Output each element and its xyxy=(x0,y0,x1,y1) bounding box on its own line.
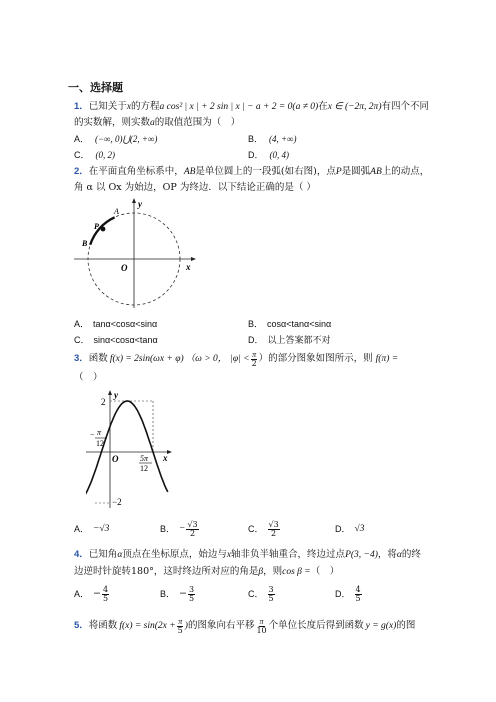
q2-text: 上的动点， xyxy=(381,166,430,177)
option-label: B． xyxy=(248,134,264,144)
question-1-line-1 xyxy=(74,101,429,113)
q2-point-p xyxy=(101,227,106,232)
q4-text: 顶点在坐标原点，始边与 xyxy=(122,549,227,560)
q1-text: 在 xyxy=(318,101,328,112)
q1-interval: x ∈ (−2π, 2π) xyxy=(327,102,382,112)
q1-text: 有四个不同 xyxy=(381,101,429,112)
frac-num: π xyxy=(259,616,264,626)
option-label: B． xyxy=(160,524,176,534)
option-fraction xyxy=(188,586,195,603)
frac-den: 5 xyxy=(177,625,183,635)
frac-num: √3 xyxy=(187,519,198,529)
option-label: A． xyxy=(74,319,90,329)
question-2-line-1 xyxy=(74,166,429,178)
q2-x-arrow-icon xyxy=(191,257,196,261)
q4-var: x xyxy=(226,550,232,560)
q5-close-paren: ) xyxy=(184,621,188,631)
q2-text: 是圆弧 xyxy=(341,166,371,177)
q2-x-label: x xyxy=(186,262,191,272)
q3-condition: |φ| < xyxy=(230,354,250,364)
question-3-number: 3． xyxy=(74,353,89,364)
q3-f-pi: f(π) = xyxy=(375,354,399,364)
q2-text: 是单位圆上的一段弧(如右图)，点 xyxy=(195,166,336,177)
option-label: A． xyxy=(74,134,90,144)
q4-text: ，将 xyxy=(377,549,397,560)
q3-text: 函数 xyxy=(88,353,108,364)
q2-y-label: y xyxy=(138,199,142,209)
q5-pi-over-10 xyxy=(255,618,267,635)
option-value: (−∞, 0)⋃(2, +∞) xyxy=(95,134,158,144)
option-sign: − xyxy=(93,588,101,599)
q1-option-d[interactable] xyxy=(248,149,289,161)
q5-text: 的图 xyxy=(396,620,416,631)
q3-x-arrow-icon xyxy=(167,450,172,454)
frac-den: 2 xyxy=(189,528,196,538)
frac-den: 5 xyxy=(102,593,109,603)
q2-text: 在平面直角坐标系中， xyxy=(88,166,184,177)
question-2-number: 2． xyxy=(74,166,89,177)
option-label: B． xyxy=(248,319,264,329)
option-fraction xyxy=(355,586,362,603)
option-value: sinα<cosα<tanα xyxy=(93,335,158,345)
question-1-line-2 xyxy=(74,117,240,129)
q2-option-c[interactable] xyxy=(74,334,158,346)
option-label: C． xyxy=(248,524,264,534)
q3-origin-label: O xyxy=(112,454,119,464)
q2-point: P xyxy=(335,167,342,177)
frac-num: √3 xyxy=(268,519,279,529)
option-label: C． xyxy=(74,150,90,160)
option-sign: − xyxy=(179,588,187,599)
frac-num: 3 xyxy=(268,584,274,594)
q5-pi-over-5 xyxy=(177,618,184,635)
option-label: C． xyxy=(248,589,264,599)
q1-option-c[interactable] xyxy=(74,149,115,161)
q4-option-a[interactable] xyxy=(74,582,110,606)
q1-text: 的实数解，则实数 xyxy=(74,117,151,128)
q2-y-arrow-icon xyxy=(132,198,136,203)
q4-text: （ ） xyxy=(310,566,340,577)
q5-g-function: y = g(x) xyxy=(365,621,397,631)
q3-sine-graph-figure xyxy=(86,388,176,510)
q3-ymax-label: 2 xyxy=(101,397,106,407)
option-value: √3 xyxy=(354,524,365,534)
q2-option-a[interactable] xyxy=(74,318,157,330)
q3-option-a[interactable] xyxy=(74,518,109,540)
q4-text: 已知角 xyxy=(88,549,118,560)
q3-xpos-den: 12 xyxy=(140,464,148,473)
q2-unit-circle-figure xyxy=(72,196,202,312)
question-3-line-2: （ ） xyxy=(74,372,103,383)
q3-xpos-num: 5π xyxy=(140,454,149,463)
q3-text: ）的部分图象如图所示，则 xyxy=(258,353,373,364)
option-fraction xyxy=(268,586,275,603)
q1-text: 的取值范围为（ ） xyxy=(154,117,241,128)
q1-var: a xyxy=(150,118,155,128)
question-2-line-2: 角 α 以 Ox 为始边，OP 为终边．以下结论正确的是（ ） xyxy=(74,182,316,193)
q4-beta: β xyxy=(258,567,264,577)
q1-text: 已知关于 xyxy=(88,101,127,112)
q1-equation: a cos² | x | + 2 sin | x | − a + 2 = 0(a ≠ 0) xyxy=(159,102,319,112)
frac-num: 3 xyxy=(188,584,195,594)
option-fraction xyxy=(102,586,109,603)
q4-text: 边逆时针旋转180°，这时终边所对应的角是 xyxy=(74,566,259,577)
frac-den: 5 xyxy=(268,593,274,603)
frac-num: 4 xyxy=(102,584,109,594)
q2-option-d[interactable] xyxy=(248,334,331,347)
q3-xneg-den: 12 xyxy=(96,439,104,448)
q4-alpha: α xyxy=(117,550,123,560)
question-5-number: 5． xyxy=(74,620,89,631)
q3-pi-over-2 xyxy=(251,351,258,368)
q3-function: f(x) = 2sin(ωx + φ) xyxy=(109,354,184,364)
option-value: tanα<cosα<sinα xyxy=(93,319,158,329)
option-fraction xyxy=(268,521,280,538)
q3-xneg-num: π xyxy=(97,428,102,437)
option-label: D． xyxy=(335,589,351,599)
q5-text: 的图象向右平移 xyxy=(187,620,255,631)
q1-text: 的方程 xyxy=(131,101,160,112)
q1-var: x xyxy=(126,102,132,112)
question-4-line-1 xyxy=(74,549,421,561)
q2-origin-label: O xyxy=(121,263,128,273)
section-title: 一、选择题 xyxy=(68,82,123,94)
option-value: cosα<tanα<sinα xyxy=(267,319,332,329)
option-label: D． xyxy=(335,524,351,534)
q2-arc: AB xyxy=(183,167,196,177)
q3-condition: （ω > 0， xyxy=(185,354,228,364)
frac-den: 5 xyxy=(355,593,361,603)
option-label: B． xyxy=(160,589,176,599)
option-fraction xyxy=(186,521,198,538)
question-4-line-2 xyxy=(74,566,339,578)
q5-text: 个单位长度后得到函数 xyxy=(268,620,364,631)
q4-alpha: α xyxy=(396,550,402,560)
q4-text: 的终 xyxy=(401,549,421,560)
frac-num: π xyxy=(178,616,183,626)
frac-den: 10 xyxy=(256,625,267,635)
frac-num: π xyxy=(252,349,257,359)
option-value: 以上答案都不对 xyxy=(267,336,331,346)
option-value: (0, 4) xyxy=(269,150,289,160)
q3-ymin-label: −2 xyxy=(112,497,122,507)
option-label: C． xyxy=(74,335,90,345)
q2-a-label: A xyxy=(114,207,119,216)
q3-xneg-sign: − xyxy=(90,430,95,439)
q3-option-d[interactable] xyxy=(335,518,364,540)
q3-option-b[interactable] xyxy=(160,518,200,540)
q3-y-arrow-icon xyxy=(108,390,112,395)
q3-x-label: x xyxy=(163,453,168,463)
q4-cos-beta: cos β = xyxy=(282,567,311,577)
q2-option-b[interactable] xyxy=(248,318,331,330)
frac-den: 2 xyxy=(271,528,277,538)
frac-num: 4 xyxy=(355,584,361,594)
q1-option-a[interactable] xyxy=(74,133,157,145)
q4-text: ，则 xyxy=(263,566,283,577)
q1-option-b[interactable] xyxy=(248,133,297,145)
option-label: D． xyxy=(248,150,264,160)
q5-text: 将函数 xyxy=(88,620,118,631)
option-value: (4, +∞) xyxy=(269,134,297,144)
q4-option-d[interactable] xyxy=(335,582,363,606)
frac-den: 5 xyxy=(188,593,195,603)
q4-option-b[interactable] xyxy=(160,582,196,606)
q4-point: P(3, −4) xyxy=(345,550,378,560)
option-label: D． xyxy=(248,335,264,345)
q4-option-c[interactable] xyxy=(248,582,276,606)
option-value: −√3 xyxy=(93,524,110,534)
q2-arc: AB xyxy=(370,167,382,177)
option-value: (0, 2) xyxy=(95,150,115,160)
frac-den: 2 xyxy=(251,358,257,368)
question-1-number: 1． xyxy=(74,101,89,112)
q2-p-label: P xyxy=(94,222,99,231)
question-3-line-1 xyxy=(74,349,398,369)
option-sign: − xyxy=(179,524,186,534)
question-5-line-1 xyxy=(74,614,415,638)
option-label: A． xyxy=(74,589,90,599)
question-4-number: 4． xyxy=(74,549,89,560)
option-label: A． xyxy=(74,524,90,534)
q3-option-c[interactable] xyxy=(248,518,281,540)
q2-b-label: B xyxy=(82,239,88,248)
q5-function: f(x) = sin(2x + xyxy=(119,621,176,631)
q4-text: 轴非负半轴重合，终边过点 xyxy=(231,549,346,560)
q3-y-label: y xyxy=(114,390,118,400)
